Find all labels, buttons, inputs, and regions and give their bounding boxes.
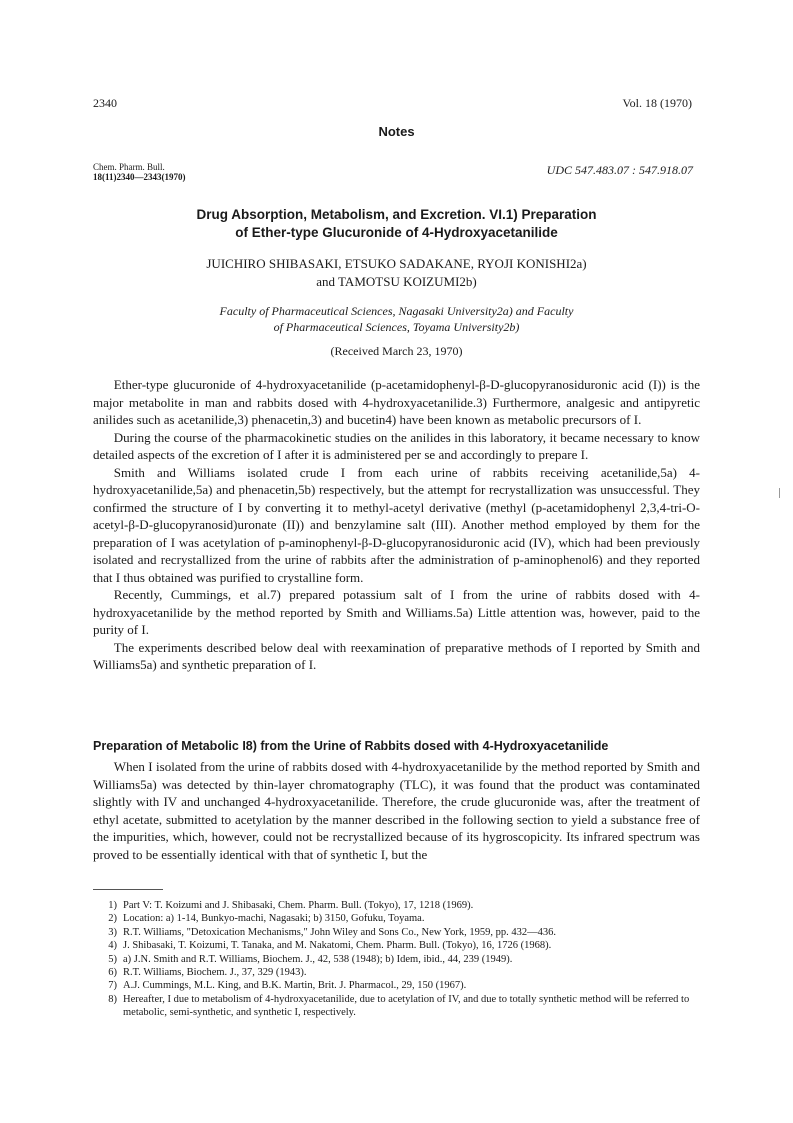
paragraph-1: Ether-type glucuronide of 4-hydroxyacetanilide (p-acetamidophenyl-β-D-glucopyranosiduronic acid (I)) is the major metabolite in man and rabbits dosed with 4-hydroxyacetanilide.3) Furthermore, analgesic and antipyretic anilides such as acetanilide,3) phenacetin,3) and bucetin4) have been known as metabolic precursors of I. <box>93 377 700 427</box>
paragraph-4: Recently, Cummings, et al.7) prepared potassium salt of I from the urine of rabbits dosed with 4-hydroxyacetanilide by the method reported by Smith and Williams.5a) Little attention was, however, paid to the purity of I. <box>93 587 700 637</box>
authors-line-1: JUICHIRO SHIBASAKI, ETSUKO SADAKANE, RYOJI KONISHI2a) <box>206 256 587 271</box>
title-line-2: of Ether-type Glucuronide of 4-Hydroxyacetanilide <box>235 225 558 240</box>
article-title <box>0 206 793 242</box>
reference-text: R.T. Williams, Biochem. J., 37, 329 (1943). <box>123 967 307 979</box>
journal-citation <box>93 162 186 182</box>
section-heading: Preparation of Metabolic I8) from the Urine of Rabbits dosed with 4-Hydroxyacetanilide <box>93 739 609 753</box>
reference-item <box>93 926 703 939</box>
authors-line-2: and TAMOTSU KOIZUMI2b) <box>316 274 477 289</box>
reference-text: J. Shibasaki, T. Koizumi, T. Tanaka, and M. Nakatomi, Chem. Pharm. Bull. (Tokyo), 16, 1726 (1968). <box>123 940 552 952</box>
reference-item <box>93 966 703 979</box>
reference-number: 5) <box>108 953 117 965</box>
reference-number: 2) <box>108 913 117 925</box>
reference-item <box>93 979 703 992</box>
page-number: 2340 <box>93 96 117 110</box>
reference-text: Location: a) 1-14, Bunkyo-machi, Nagasaki; b) 3150, Gofuku, Toyama. <box>123 913 425 925</box>
reference-text: Hereafter, I due to metabolism of 4-hydroxyacetanilide, due to acetylation of IV, and due to totally synthetic method will be referred to metabolic, semi-synthetic, and synthetic I, respectively. <box>123 993 690 1019</box>
references <box>93 899 703 1020</box>
udc-code: UDC 547.483.07 : 547.918.07 <box>546 163 693 177</box>
reference-item <box>93 899 703 912</box>
reference-number: 3) <box>108 926 117 938</box>
paragraph-6: When I isolated from the urine of rabbits dosed with 4-hydroxyacetanilide by the method reported by Smith and Williams5a) was detected by thin-layer chromatography (TLC), it was found that the product was contaminated slightly with IV and unchanged 4-hydroxyacetanilide. Therefore, the crude glucuronide was, after the treatment of ethyl acetate, submitted to acetylation by the manner described in the following section to yield a substance free of the impurities, which, however, could not be recrystallized because of its hygroscopicity. Its infrared spectrum was proved to be essentially identical with that of synthetic I, but the <box>93 759 700 862</box>
reference-text: R.T. Williams, "Detoxication Mechanisms," John Wiley and Sons Co., New York, 1959, pp. 432—436. <box>123 926 556 938</box>
received-date: (Received March 23, 1970) <box>330 344 463 358</box>
citation-line-1: Chem. Pharm. Bull. <box>93 162 165 172</box>
introduction-body <box>93 376 700 674</box>
title-line-1: Drug Absorption, Metabolism, and Excretion. VI.1) Preparation <box>196 207 597 222</box>
reference-number: 1) <box>108 900 117 911</box>
reference-item <box>93 953 703 966</box>
affiliation-line-1: Faculty of Pharmaceutical Sciences, Nagasaki University2a) and Faculty <box>219 304 574 318</box>
affiliation <box>0 303 793 335</box>
paragraph-3: Smith and Williams isolated crude I from each urine of rabbits receiving acetanilide,5a) 4-hydroxyacetanilide,5a) and phenacetin,5b) respectively, but the attempt for recrystallization was unsuccessful. They confirmed the structure of I by converting it to methyl-acetyl derivative (methyl (p-acetamidophenyl 2,3,4-tri-O-acetyl-β-D-glucopyranosid)uronate (II)) and benzylamine salt (III). Another method employed by them for the preparation of I was acetylation of p-aminophenyl-β-D-glucopyranosiduronic acid (IV), which had been previously isolated and recrystallized from the urine of rabbits after the administration of p-aminophenol6) and they reported that I thus obtained was purified to crystalline form. <box>93 464 700 585</box>
footnote-rule <box>93 889 163 890</box>
reference-text: a) J.N. Smith and R.T. Williams, Biochem. J., 42, 538 (1948); b) Idem, ibid., 44, 239 (1949). <box>123 953 513 965</box>
paragraph-2: During the course of the pharmacokinetic studies on the anilides in this laboratory, it became necessary to know detailed aspects of the excretion of I after it is administered per se and accordingly to prepare I. <box>93 429 700 462</box>
reference-text: Part V: T. Koizumi and J. Shibasaki, Chem. Pharm. Bull. (Tokyo), 17, 1218 (1969). <box>123 900 474 911</box>
reference-number: 7) <box>108 980 117 992</box>
reference-item <box>93 939 703 952</box>
citation-line-2: 18(11)2340—2343(1970) <box>93 172 186 182</box>
reference-number: 4) <box>108 940 117 952</box>
section-body <box>93 758 700 863</box>
margin-mark <box>779 488 780 498</box>
author-list <box>0 255 793 291</box>
affiliation-line-2: of Pharmaceutical Sciences, Toyama University2b) <box>273 320 520 334</box>
section-label: Notes <box>378 124 415 139</box>
reference-number: 8) <box>108 993 117 1005</box>
reference-item <box>93 912 703 925</box>
reference-text: A.J. Cummings, M.L. King, and B.K. Martin, Brit. J. Pharmacol., 29, 150 (1967). <box>123 980 467 992</box>
paragraph-5: The experiments described below deal with reexamination of preparative methods of I reported by Smith and Williams5a) and synthetic preparation of I. <box>93 639 700 672</box>
volume-label: Vol. 18 (1970) <box>622 96 692 110</box>
reference-item <box>93 993 703 1020</box>
reference-number: 6) <box>108 967 117 979</box>
